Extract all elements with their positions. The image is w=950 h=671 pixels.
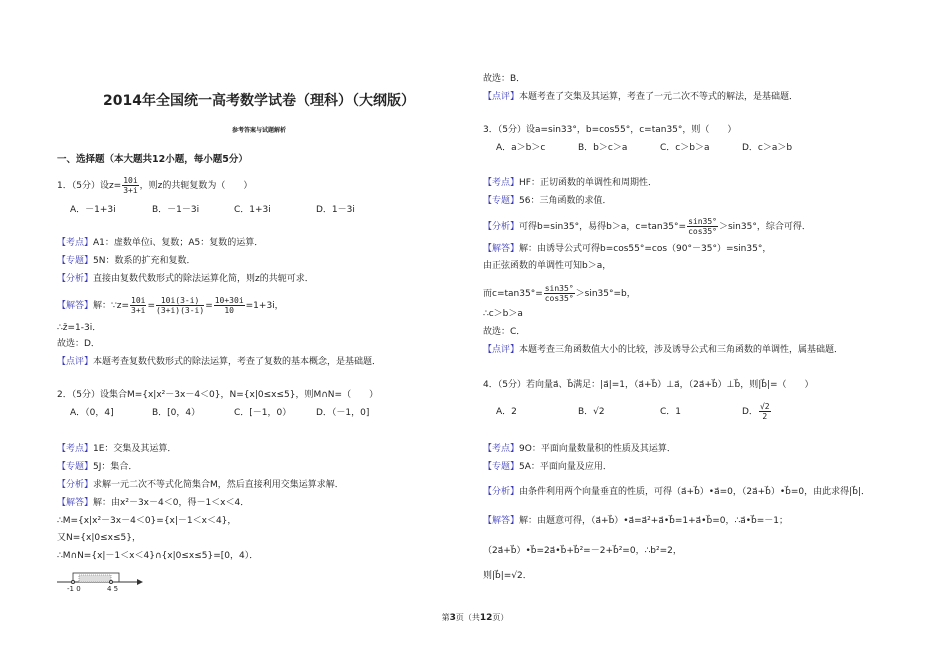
q3-line3: ∴c＞b＞a [483, 309, 523, 319]
q4-stem: 4．（5分）若向量a⃗、b⃗满足：|a⃗|=1，（a⃗+b⃗）⊥a⃗，（2a⃗+b⃗）⊥b⃗，则|b⃗|=（ ） [483, 380, 814, 390]
q3-dianping: 【点评】本题考查三角函数值大小的比较，涉及诱导公式和三角函数的单调性，属基础题． [483, 345, 844, 355]
q1-options: A．－1+3i B．－1－3i C．1+3i D．1－3i [70, 205, 355, 215]
q2-line1: ∴M={x|x²－3x－4＜0}={x|－1＜x＜4}， [57, 516, 237, 526]
q2-answer: 故选：B． [483, 74, 526, 84]
q2-jieda: 【解答】解：由x²－3x－4＜0，得－1＜x＜4． [57, 498, 250, 508]
q4-zhuanti: 【专题】5A：平面向量及应用． [483, 462, 612, 472]
q1-kaodian: 【考点】A1：虚数单位i、复数；A5：复数的运算． [57, 238, 264, 248]
q2-line2: 又N={x|0≤x≤5}， [57, 533, 141, 543]
q4-options: A．2 B．√2 C．1 D． $\frac{√2}{2}$ [496, 402, 770, 421]
section-heading: 一、选择题（本大题共12小题，每小题5分） [57, 154, 248, 165]
q2-dianping: 【点评】本题考查了交集及其运算，考查了一元二次不等式的解法，是基础题． [483, 92, 799, 102]
axis-label-left: -1 0 [67, 585, 81, 593]
q3-line1: 由正弦函数的单调性可知b＞a， [483, 261, 612, 271]
q2-options: A．（0，4] B．[0，4） C．[－1，0） D．（－1，0] [70, 408, 370, 418]
q1-fenxi: 【分析】直接由复数代数形式的除法运算化简，则z的共轭可求． [57, 274, 314, 284]
q4-line1: （2a⃗+b⃗）•b⃗=2a⃗•b⃗+b⃗²=－2+b⃗²=0，∴b²=2， [483, 546, 682, 556]
q3-options: A．a＞b＞c B．b＞c＞a C．c＞b＞a D．c＞a＞b [496, 143, 793, 153]
q2-fenxi: 【分析】求解一元二次不等式化简集合M，然后直接利用交集运算求解． [57, 480, 344, 490]
q1-line2: ∴z̄=1-3i． [57, 323, 102, 333]
q2-line3: ∴M∩N={x|－1＜x＜4}∩{x|0≤x≤5}=[0，4）． [57, 551, 259, 561]
fraction: $\frac{10i}{3+i}$ [123, 176, 138, 195]
q3-stem: 3．（5分）设a=sin33°，b=cos55°，c=tan35°，则（ ） [483, 125, 737, 135]
q1-zhuanti: 【专题】5N：数系的扩充和复数． [57, 256, 196, 266]
q3-zhuanti: 【专题】56：三角函数的求值． [483, 196, 612, 206]
page-title: 2014年全国统一高考数学试卷（理科）（大纲版） [103, 93, 415, 109]
page-number: 3 [449, 613, 456, 623]
q1-dianping: 【点评】本题考查复数代数形式的除法运算，考查了复数的基本概念，是基础题． [57, 357, 382, 367]
total-pages: 12 [479, 613, 493, 623]
q3-kaodian: 【考点】HF：正切函数的单调性和周期性． [483, 178, 657, 188]
axis-label-right: 4 5 [107, 585, 119, 593]
q1-stem: 1．（5分）设z= $\frac{10i}{3+i}$ ，则z的共轭复数为（ ） [57, 176, 253, 195]
q2-zhuanti: 【专题】5J：集合． [57, 462, 138, 472]
q3-fenxi: 【分析】可得b=sin35°，易得b＞a，c=tan35°= $\frac{\sin 35^\circ}{\cos 35^\circ}$ ＞sin35°，综合可得． [483, 217, 811, 236]
q2-kaodian: 【考点】1E：交集及其运算． [57, 444, 177, 454]
q1-answer: 故选：D． [57, 339, 100, 349]
subtitle: 参考答案与试题解析 [231, 127, 286, 134]
q4-kaodian: 【考点】9O：平面向量数量积的性质及其运算． [483, 444, 676, 454]
q3-line2: 而c=tan35°= $\frac{\sin 35^\circ}{\cos 35^\circ}$ ＞sin35°=b， [483, 284, 636, 303]
page-footer: 第3页（共12页） [441, 613, 509, 623]
q3-jieda: 【解答】解：由诱导公式可得b=cos55°=cos（90°－35°）=sin35°， [483, 244, 772, 254]
q3-answer: 故选：C． [483, 327, 526, 337]
q1-jieda: 【解答】解：∵z= $\frac{10i}{3+i}$ = $\frac{10i(3-i)}{(3+i)(3-i)}$ = $\frac{10+30i}{10}$ =1+3i， [57, 296, 284, 315]
q4-fenxi: 【分析】由条件利用两个向量垂直的性质，可得（a⃗+b⃗）•a⃗=0，（2a⃗+b⃗）•b⃗=0，由此求得|b⃗|． [483, 487, 870, 497]
q4-jieda: 【解答】解：由题意可得，（a⃗+b⃗）•a⃗=a⃗²+a⃗•b⃗=1+a⃗•b⃗=0，∴a⃗•b⃗=－1； [483, 516, 788, 526]
q4-line2: 则|b⃗|=√2． [483, 571, 532, 581]
q2-stem: 2．（5分）设集合M={x|x²－3x－4＜0}，N={x|0≤x≤5}，则M∩N=（ ） [57, 390, 379, 400]
